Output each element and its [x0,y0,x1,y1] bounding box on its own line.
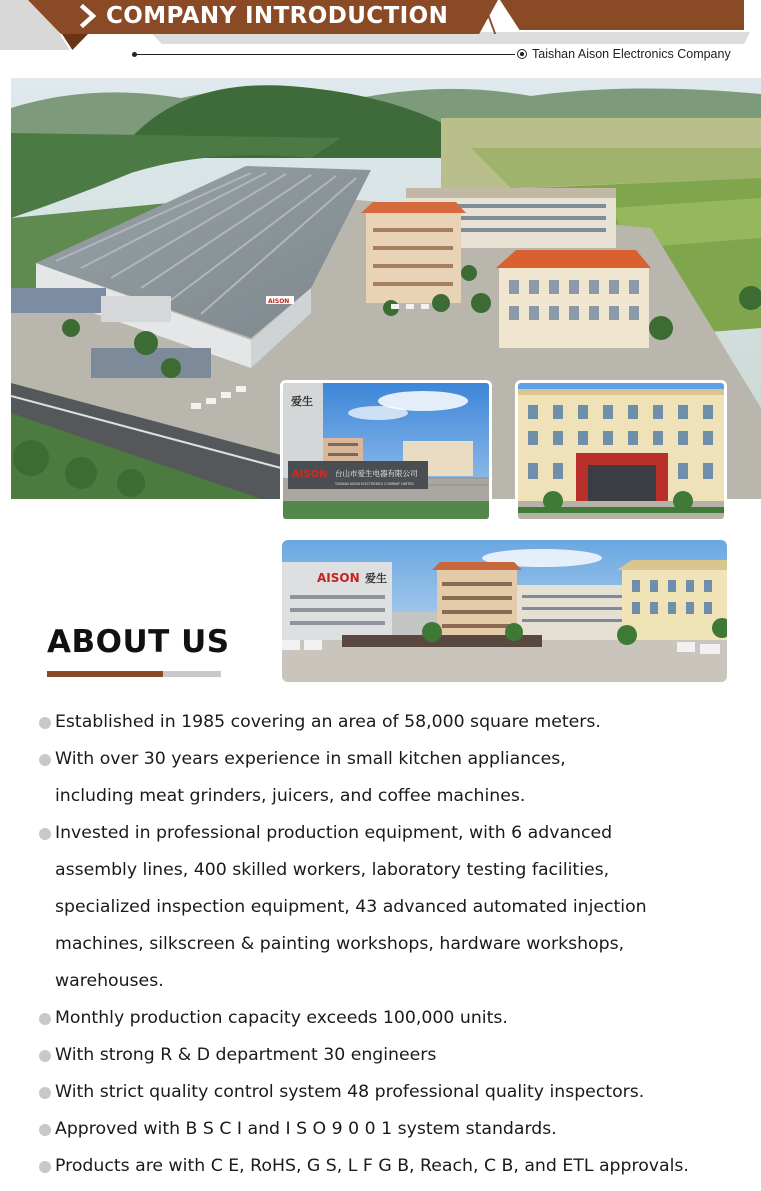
factory-front-photo [282,540,727,682]
building-sign-cn: 爱生 [365,572,387,585]
list-item [37,1074,752,1111]
list-item-text: With strict quality control system 48 professional quality inspectors. [55,1082,645,1102]
header-rule [135,54,515,55]
bullet-icon [39,1050,51,1062]
bullet-icon [39,828,51,840]
list-item-text: specialized inspection equipment, 43 advanced automated injection [55,897,647,917]
target-icon [517,49,527,59]
list-item-text: With strong R & D department 30 engineers [55,1045,437,1065]
bullet-icon [39,1124,51,1136]
heading-underline [47,671,163,677]
gate-brand: AISON [292,469,328,480]
company-name: Taishan Aison Electronics Company [532,47,731,61]
pillar-sign: 爱生 [291,395,313,408]
factory-sign: AISON [268,298,290,305]
bullet-icon [39,1087,51,1099]
about-list [37,704,752,1185]
page-title: COMPANY INTRODUCTION [106,3,449,29]
list-item-text: With over 30 years experience in small kitchen appliances, [55,749,566,769]
list-item-text: Invested in professional production equipment, with 6 advanced [55,823,613,843]
building-brand: AISON [317,571,360,585]
list-item [37,741,752,815]
bullet-icon [39,754,51,766]
list-item-text: machines, silkscreen & painting workshops, hardware workshops, [55,934,625,954]
gate-photo [280,380,492,522]
list-item [37,1000,752,1037]
bullet-icon [39,717,51,729]
list-item [37,815,752,1000]
office-building-photo [515,380,727,522]
list-item [37,1037,752,1074]
gate-name-en: TAISHAN AISON ELECTRONICS COMPANY LIMITED [335,482,414,486]
list-item [37,1111,752,1148]
bullet-icon [39,1013,51,1025]
list-item-text: Established in 1985 covering an area of 58,000 square meters. [55,712,601,732]
list-item [37,704,752,741]
list-item-text: Approved with B S C I and I S O 9 0 0 1 system standards. [55,1119,557,1139]
heading-underline-gray [163,671,221,677]
list-item-text: including meat grinders, juicers, and coffee machines. [55,786,526,806]
list-item-text: warehouses. [55,971,164,991]
list-item-text: Monthly production capacity exceeds 100,000 units. [55,1008,508,1028]
list-item-text: Products are with C E, RoHS, G S, L F G B, Reach, C B, and ETL approvals. [55,1156,689,1176]
bullet-icon [39,1161,51,1173]
list-item-text: assembly lines, 400 skilled workers, laboratory testing facilities, [55,860,610,880]
about-heading: ABOUT US [47,624,230,660]
list-item [37,1148,752,1185]
gate-name-cn: 台山市爱生电器有限公司 [335,469,418,478]
banner-brown-right [500,0,744,30]
chevron-right-icon [78,4,100,28]
